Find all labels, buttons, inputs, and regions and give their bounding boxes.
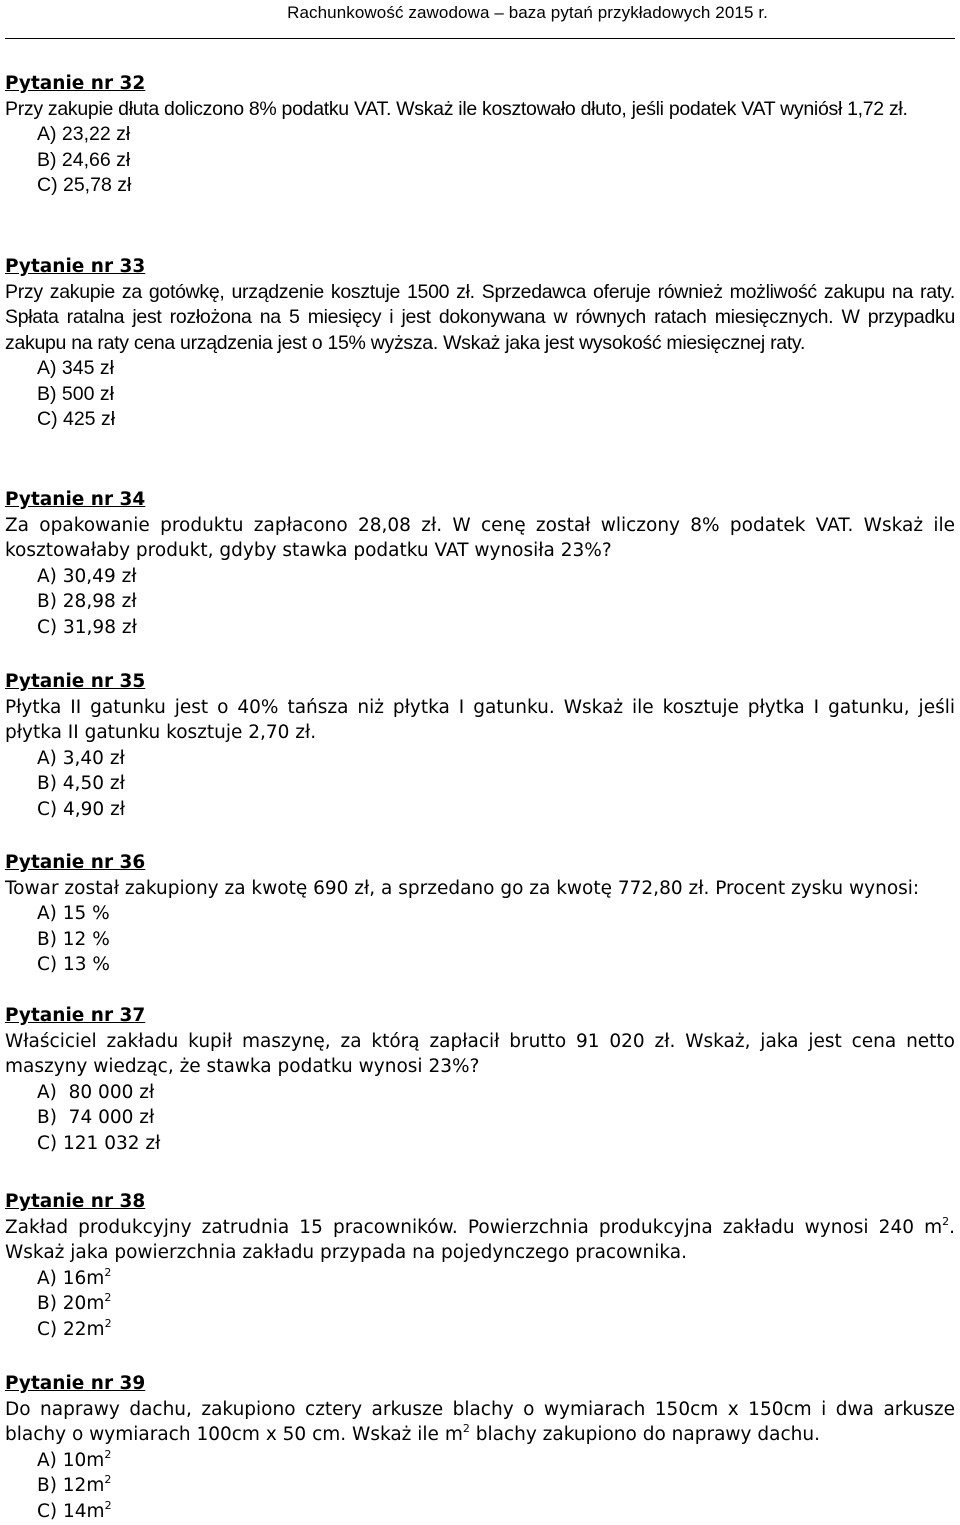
answer-list xyxy=(5,122,955,199)
question-title: Pytanie nr 39 xyxy=(5,1373,146,1394)
question-36 xyxy=(5,850,955,978)
question-text-tail: blachy zakupiono do naprawy dachu. xyxy=(469,1424,820,1445)
answer-label: A) 16m xyxy=(37,1267,105,1289)
superscript: 2 xyxy=(104,1316,112,1330)
question-text xyxy=(5,1397,955,1448)
answer-list xyxy=(5,1448,955,1525)
question-text: Przy zakupie za gotówkę, urządzenie kosztuje 1500 zł. Sprzedawca oferuje również możliwość zakupu na raty. Spłata ratalna jest rozłożona na 5 miesięcy i jest dokonywana w równych ratach miesięcznych. W przypadku zakupu na raty cena urządzenia jest o 15% wyższa. Wskaż jaka jest wysokość miesięcznej raty. xyxy=(5,280,955,354)
answer-b: B) 4,50 zł xyxy=(37,773,125,794)
answer-a: A) 23,22 zł xyxy=(37,123,131,145)
question-title: Pytanie nr 38 xyxy=(5,1191,146,1212)
answer-label: C) 22m xyxy=(37,1318,105,1340)
answer-list xyxy=(5,901,955,978)
question-text-tail: . Wskaż jaka powierzchnia zakładu przypada na pojedynczego pracownika. xyxy=(5,1216,955,1263)
answer-a xyxy=(37,1266,955,1292)
answer-b xyxy=(37,1473,955,1499)
question-39 xyxy=(5,1371,955,1524)
question-35 xyxy=(5,669,955,822)
answer-b xyxy=(37,1291,955,1317)
superscript: 2 xyxy=(942,1214,950,1228)
answer-label: A) 10m xyxy=(37,1449,105,1471)
answer-a: A) 15 % xyxy=(37,903,110,924)
question-title: Pytanie nr 37 xyxy=(5,1005,146,1026)
question-text: Właściciel zakładu kupił maszynę, za którą zapłacił brutto 91 020 zł. Wskaż, jaka jest cena netto maszyny wiedząc, że stawka podatku wynosi 23%? xyxy=(5,1030,955,1077)
answer-c xyxy=(37,1499,955,1525)
question-text: Towar został zakupiony za kwotę 690 zł, a sprzedano go za kwotę 772,80 zł. Procent zysku wynosi: xyxy=(5,877,920,899)
answer-b: B) 500 zł xyxy=(37,382,114,405)
header-divider xyxy=(5,38,955,39)
answer-a: A) 345 zł xyxy=(37,357,114,379)
question-title: Pytanie nr 32 xyxy=(5,73,146,94)
answer-c: C) 425 zł xyxy=(37,408,116,430)
answer-list xyxy=(5,1266,955,1343)
superscript: 2 xyxy=(104,1498,112,1512)
question-38 xyxy=(5,1189,955,1342)
answer-b: B) 24,66 zł xyxy=(37,148,131,171)
answer-list xyxy=(5,1080,955,1157)
answer-a: A) 3,40 zł xyxy=(37,747,125,769)
answer-list xyxy=(5,746,955,823)
question-title: Pytanie nr 34 xyxy=(5,489,146,510)
running-header: Rachunkowość zawodowa – baza pytań przykładowych 2015 r. xyxy=(287,3,768,22)
question-text xyxy=(5,1215,955,1266)
answer-label: C) 14m xyxy=(37,1500,105,1522)
question-text: Za opakowanie produktu zapłacono 28,08 zł. W cenę został wliczony 8% podatek VAT. Wskaż ile kosztowałaby produkt, gdyby stawka podatku VAT wynosiła 23%? xyxy=(5,514,955,561)
answer-c: C) 13 % xyxy=(37,954,111,975)
superscript: 2 xyxy=(104,1291,112,1304)
question-text: Przy zakupie dłuta doliczono 8% podatku VAT. Wskaż ile kosztowało dłuto, jeśli podatek VAT wyniósł 1,72 zł. xyxy=(5,97,908,120)
answer-c: C) 121 032 zł xyxy=(37,1132,161,1154)
answer-list xyxy=(5,356,955,433)
answer-label: B) 12m xyxy=(37,1475,105,1496)
question-text-main: Do naprawy dachu, zakupiono cztery arkusze blachy o wymiarach 150cm x 150cm i dwa arkusze blachy o wymiarach 100cm x 50 cm. Wskaż ile m xyxy=(5,1398,955,1445)
answer-c: C) 4,90 zł xyxy=(37,798,126,820)
superscript: 2 xyxy=(104,1447,112,1461)
question-text: Płytka II gatunku jest o 40% tańsza niż płytka I gatunku. Wskaż ile kosztuje płytka I gatunku, jeśli płytka II gatunku kosztuje 2,70 zł. xyxy=(5,696,955,743)
answer-label: B) 20m xyxy=(37,1293,105,1314)
question-title: Pytanie nr 35 xyxy=(5,671,146,692)
answer-list xyxy=(5,564,955,641)
answer-b: B) 12 % xyxy=(37,928,110,950)
question-title: Pytanie nr 36 xyxy=(5,852,146,873)
answer-a xyxy=(37,1448,955,1474)
answer-b: B) 74 000 zł xyxy=(37,1107,155,1128)
answer-c: C) 31,98 zł xyxy=(37,616,137,638)
question-title: Pytanie nr 33 xyxy=(5,256,146,277)
answer-a: A) 80 000 zł xyxy=(37,1081,155,1103)
superscript: 2 xyxy=(104,1265,112,1279)
question-37 xyxy=(5,1003,955,1156)
superscript: 2 xyxy=(104,1473,112,1486)
question-32 xyxy=(5,71,955,199)
answer-c: C) 25,78 zł xyxy=(37,174,132,196)
superscript: 2 xyxy=(462,1422,470,1435)
answer-b: B) 28,98 zł xyxy=(37,591,137,612)
question-34 xyxy=(5,487,955,640)
answer-a: A) 30,49 zł xyxy=(37,565,137,587)
question-text-main: Zakład produkcyjny zatrudnia 15 pracowników. Powierzchnia produkcyjna zakładu wynosi 240 m xyxy=(5,1216,943,1238)
question-33 xyxy=(5,254,955,433)
answer-c xyxy=(37,1317,955,1343)
